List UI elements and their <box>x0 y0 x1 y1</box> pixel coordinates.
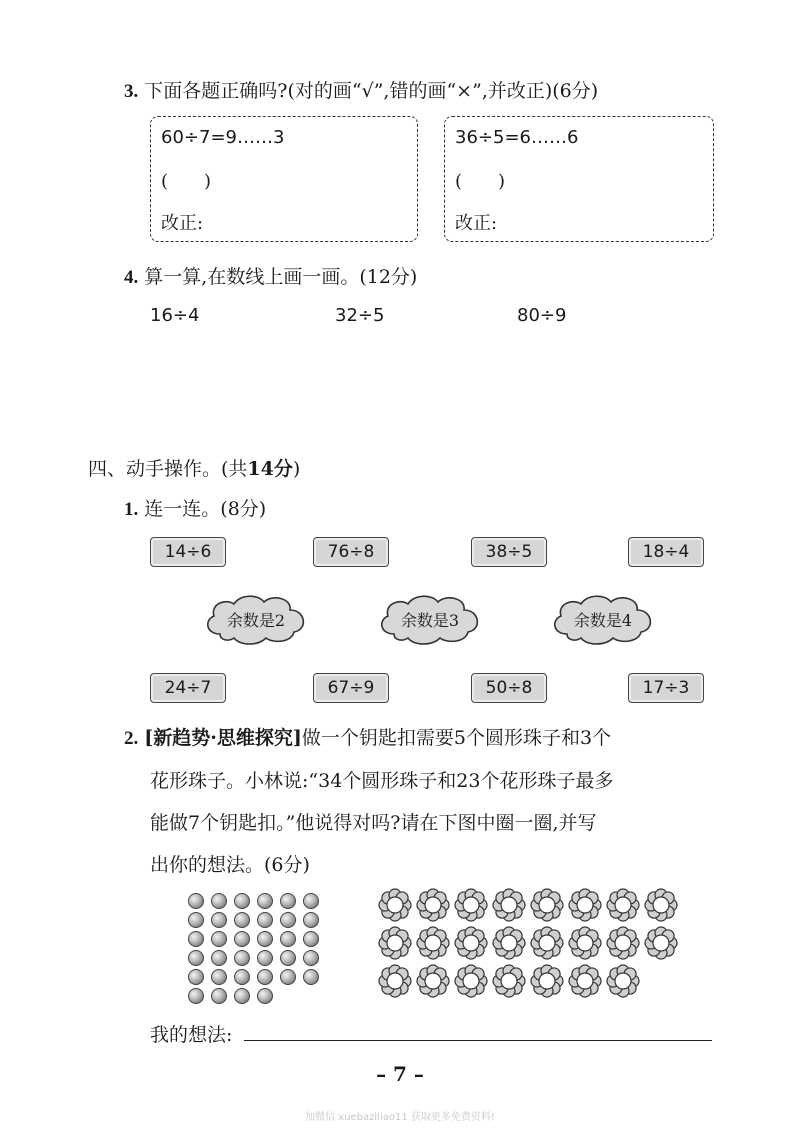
flower-bead <box>530 964 564 998</box>
q4-number: 4. <box>124 267 139 288</box>
q3-right-box <box>444 116 714 242</box>
round-bead <box>188 931 204 947</box>
q3-left-answer-paren[interactable]: ( ) <box>161 171 212 192</box>
q3-right-answer-paren[interactable]: ( ) <box>455 171 506 192</box>
match-card-bottom-1[interactable]: 24÷7 <box>150 673 226 703</box>
round-bead <box>280 931 296 947</box>
round-bead <box>303 893 319 909</box>
round-bead <box>234 988 250 1004</box>
flower-bead <box>492 888 526 922</box>
flower-bead <box>644 926 678 960</box>
round-bead <box>188 912 204 928</box>
flower-bead <box>644 888 678 922</box>
round-bead <box>257 893 273 909</box>
q4-prompt: 算一算,在数线上画一画。(12分) <box>144 266 418 288</box>
remainder-cloud-4[interactable] <box>547 590 659 648</box>
answer-label: 我的想法: <box>150 1024 233 1046</box>
q3-number: 3. <box>124 81 139 102</box>
flower-bead <box>416 888 450 922</box>
round-bead <box>234 969 250 985</box>
round-bead <box>234 893 250 909</box>
flower-bead <box>568 926 602 960</box>
match-card-bottom-4[interactable]: 17÷3 <box>628 673 704 703</box>
round-bead <box>188 893 204 909</box>
flower-bead <box>454 926 488 960</box>
remainder-cloud-2-label: 余数是2 <box>226 610 286 630</box>
round-bead <box>188 988 204 1004</box>
remainder-cloud-3-label: 余数是3 <box>400 610 460 630</box>
q3-left-fix-label: 改正: <box>161 213 204 234</box>
round-bead <box>280 950 296 966</box>
q3-right-equation: 36÷5=6……6 <box>455 127 579 148</box>
match-card-top-1[interactable]: 14÷6 <box>150 537 226 567</box>
round-bead <box>188 969 204 985</box>
flower-bead <box>378 888 412 922</box>
round-bead-grid[interactable] <box>188 893 323 1007</box>
round-bead <box>257 988 273 1004</box>
s4q2-line-3: 能做7个钥匙扣。”他说得对吗?请在下图中圈一圈,并写 <box>150 812 597 834</box>
flower-bead-grid[interactable] <box>378 888 682 1002</box>
round-bead <box>303 912 319 928</box>
flower-bead <box>492 926 526 960</box>
flower-bead <box>378 964 412 998</box>
round-bead <box>234 931 250 947</box>
match-card-bottom-2[interactable]: 67÷9 <box>313 673 389 703</box>
match-card-top-3[interactable]: 38÷5 <box>471 537 547 567</box>
round-bead <box>211 950 227 966</box>
page-number: – 7 – <box>376 1062 424 1086</box>
match-card-bottom-3[interactable]: 50÷8 <box>471 673 547 703</box>
round-bead <box>257 950 273 966</box>
round-bead <box>211 912 227 928</box>
flower-bead <box>416 926 450 960</box>
round-bead <box>303 950 319 966</box>
footer-watermark: 加微信 xuebazlliao11 获取更多免费资料! <box>305 1112 495 1123</box>
flower-bead <box>454 888 488 922</box>
round-bead <box>211 988 227 1004</box>
remainder-cloud-4-label: 余数是4 <box>573 610 633 630</box>
flower-bead <box>568 964 602 998</box>
section4-title: 四、动手操作。(共14分) <box>88 458 301 480</box>
remainder-cloud-3[interactable] <box>374 590 486 648</box>
q3-prompt: 下面各题正确吗?(对的画“√”,错的画“×”,并改正)(6分) <box>144 80 599 102</box>
s4q2-line-2: 花形珠子。小林说:“34个圆形珠子和23个花形珠子最多 <box>150 770 614 792</box>
round-bead <box>280 893 296 909</box>
match-card-top-2[interactable]: 76÷8 <box>313 537 389 567</box>
round-bead <box>303 931 319 947</box>
s4q2-tag: [新趋势·思维探究] <box>144 727 302 749</box>
round-bead <box>257 969 273 985</box>
flower-bead <box>454 964 488 998</box>
q4-header <box>124 262 417 289</box>
s4q1-prompt: 连一连。(8分) <box>144 498 267 520</box>
s4q2-number: 2. <box>124 728 139 749</box>
round-bead <box>188 950 204 966</box>
flower-bead <box>378 926 412 960</box>
q4-expression-2: 32÷5 <box>335 305 385 326</box>
flower-bead <box>568 888 602 922</box>
remainder-cloud-2[interactable] <box>200 590 312 648</box>
q3-left-equation: 60÷7=9……3 <box>161 127 285 148</box>
round-bead <box>280 912 296 928</box>
round-bead <box>234 950 250 966</box>
s4q2-line-1 <box>124 723 611 750</box>
round-bead <box>211 893 227 909</box>
s4q2-text-1: 做一个钥匙扣需要5个圆形珠子和3个 <box>301 727 612 749</box>
match-card-top-4[interactable]: 18÷4 <box>628 537 704 567</box>
s4q2-line-4: 出你的想法。(6分) <box>150 854 310 876</box>
flower-bead <box>606 926 640 960</box>
q3-left-box <box>150 116 418 242</box>
q3-header <box>124 76 598 103</box>
s4q1-number: 1. <box>124 499 139 520</box>
flower-bead <box>530 926 564 960</box>
q4-expression-1: 16÷4 <box>150 305 200 326</box>
round-bead <box>280 969 296 985</box>
flower-bead <box>530 888 564 922</box>
round-bead <box>234 912 250 928</box>
round-bead <box>211 969 227 985</box>
answer-line[interactable] <box>244 1040 712 1041</box>
flower-bead <box>492 964 526 998</box>
round-bead <box>303 969 319 985</box>
flower-bead <box>606 888 640 922</box>
round-bead <box>257 931 273 947</box>
q4-expression-3: 80÷9 <box>517 305 567 326</box>
round-bead <box>257 912 273 928</box>
flower-bead <box>606 964 640 998</box>
round-bead <box>211 931 227 947</box>
q3-right-fix-label: 改正: <box>455 213 498 234</box>
flower-bead <box>416 964 450 998</box>
s4q1-header <box>124 494 266 521</box>
